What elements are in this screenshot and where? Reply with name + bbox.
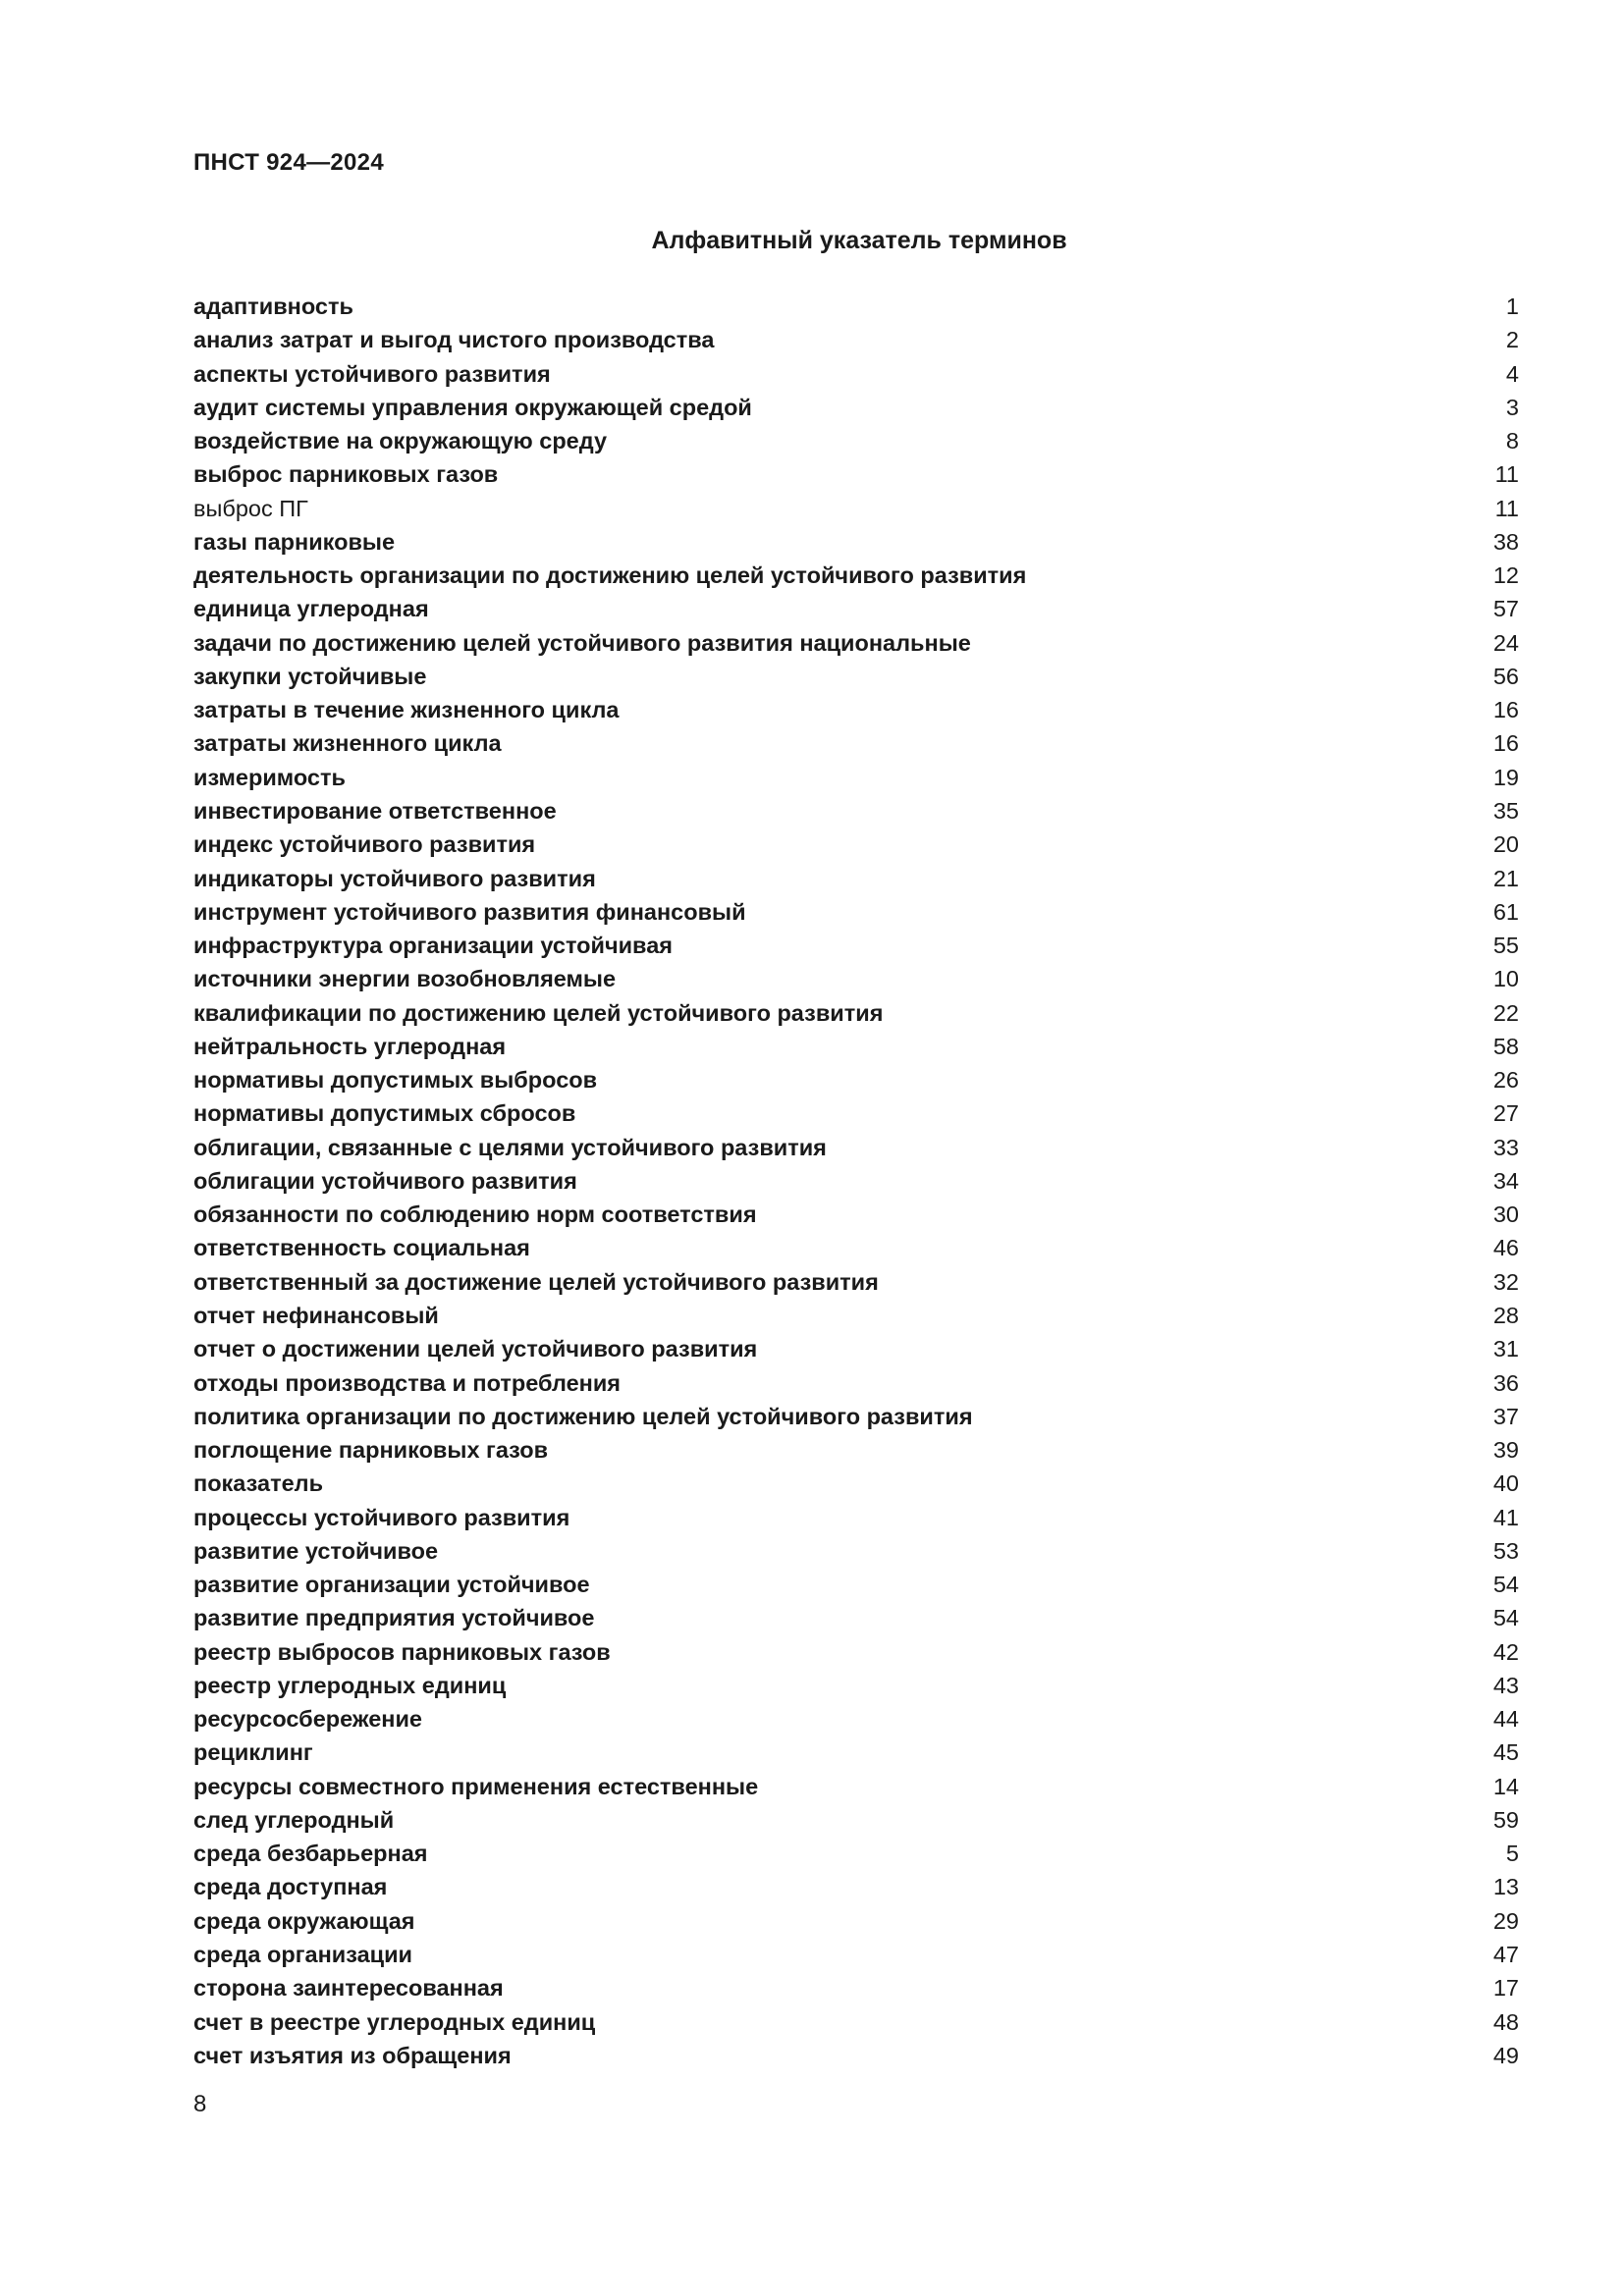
index-term: газы парниковые xyxy=(193,528,396,555)
index-entry xyxy=(193,761,1519,794)
index-term: адаптивность xyxy=(193,294,353,319)
index-entry xyxy=(193,1433,1519,1467)
index-entry xyxy=(193,1938,1519,1971)
index-term-number: 4 xyxy=(1505,360,1519,387)
index-term: измеримость xyxy=(193,764,346,790)
index-entry xyxy=(193,626,1519,660)
index-entry xyxy=(193,323,1519,356)
index-term: выброс ПГ xyxy=(193,495,308,521)
index-entry xyxy=(193,1164,1519,1198)
index-term: затраты жизненного цикла xyxy=(193,730,502,757)
index-entry xyxy=(193,1063,1519,1096)
index-term-number: 2 xyxy=(1505,327,1519,353)
index-term: счет в реестре углеродных единиц xyxy=(193,2008,596,2035)
index-term-number: 20 xyxy=(1492,831,1519,858)
index-entry xyxy=(193,492,1519,525)
index-term: ресурсы совместного применения естественные xyxy=(193,1773,759,1799)
index-entry xyxy=(193,2005,1519,2039)
index-term-number: 34 xyxy=(1492,1167,1519,1194)
index-term: сторона заинтересованная xyxy=(193,1975,504,2002)
index-term: развитие предприятия устойчивое xyxy=(193,1605,595,1631)
index-term: среда безбарьерная xyxy=(193,1841,428,1867)
index-term-number: 11 xyxy=(1494,495,1519,521)
index-term: процессы устойчивого развития xyxy=(193,1504,570,1530)
index-entry xyxy=(193,895,1519,929)
index-term-number: 10 xyxy=(1492,966,1519,992)
term-index-list xyxy=(193,290,1519,2072)
index-entry xyxy=(193,1870,1519,1903)
index-term: отчет нефинансовый xyxy=(193,1302,439,1328)
index-entry xyxy=(193,1366,1519,1400)
index-term-number: 32 xyxy=(1492,1268,1519,1295)
index-entry xyxy=(193,1030,1519,1063)
index-term-number: 49 xyxy=(1492,2042,1519,2068)
index-term: политика организации по достижению целей устойчивого развития xyxy=(193,1403,973,1429)
index-term: анализ затрат и выгод чистого производства xyxy=(193,327,715,353)
index-term-number: 5 xyxy=(1505,1841,1519,1867)
index-term-number: 33 xyxy=(1492,1134,1519,1160)
index-term: поглощение парниковых газов xyxy=(193,1437,549,1464)
index-term-number: 11 xyxy=(1494,461,1519,488)
index-entry xyxy=(193,2039,1519,2072)
index-entry xyxy=(193,357,1519,391)
index-entry xyxy=(193,559,1519,592)
index-term-number: 58 xyxy=(1492,1033,1519,1059)
index-entry xyxy=(193,1971,1519,2004)
index-term: развитие устойчивое xyxy=(193,1537,439,1564)
index-term-number: 13 xyxy=(1492,1874,1519,1900)
index-term: ответственность социальная xyxy=(193,1235,530,1261)
index-entry xyxy=(193,1198,1519,1231)
index-entry xyxy=(193,1635,1519,1669)
index-term: отчет о достижении целей устойчивого развития xyxy=(193,1336,758,1362)
index-entry xyxy=(193,996,1519,1030)
index-term-number: 17 xyxy=(1492,1975,1519,2002)
index-term-number: 1 xyxy=(1505,294,1519,319)
index-term: среда организации xyxy=(193,1942,412,1968)
index-title: Алфавитный указатель терминов xyxy=(651,227,1067,254)
index-entry xyxy=(193,1501,1519,1534)
index-term: рециклинг xyxy=(193,1739,313,1766)
index-entry xyxy=(193,1332,1519,1365)
index-term: индекс устойчивого развития xyxy=(193,831,536,858)
index-term-number: 35 xyxy=(1492,797,1519,824)
document-id: ПНСТ 924—2024 xyxy=(193,149,384,176)
index-term: затраты в течение жизненного цикла xyxy=(193,697,620,723)
page-number: 8 xyxy=(193,2091,207,2117)
index-entry xyxy=(193,1904,1519,1938)
index-entry xyxy=(193,1702,1519,1735)
index-term-number: 41 xyxy=(1492,1504,1519,1530)
index-entry xyxy=(193,828,1519,861)
index-term: инвестирование ответственное xyxy=(193,797,557,824)
index-term: нормативы допустимых сбросов xyxy=(193,1100,576,1127)
index-entry xyxy=(193,525,1519,559)
index-entry xyxy=(193,1534,1519,1568)
index-term: нейтральность углеродная xyxy=(193,1033,507,1059)
index-entry xyxy=(193,1803,1519,1837)
index-term: инфраструктура организации устойчивая xyxy=(193,933,673,959)
index-term-number: 30 xyxy=(1492,1201,1519,1228)
index-term-number: 59 xyxy=(1492,1806,1519,1833)
index-term-number: 48 xyxy=(1492,2008,1519,2035)
index-entry xyxy=(193,1837,1519,1870)
index-entry xyxy=(193,1770,1519,1803)
index-term-number: 47 xyxy=(1492,1942,1519,1968)
index-entry xyxy=(193,1231,1519,1264)
index-term: след углеродный xyxy=(193,1806,395,1833)
index-term: ресурсосбережение xyxy=(193,1706,423,1733)
index-term: ответственный за достижение целей устойчивого развития xyxy=(193,1268,879,1295)
index-term-number: 3 xyxy=(1505,394,1519,420)
index-term: показатель xyxy=(193,1470,324,1497)
index-term-number: 61 xyxy=(1492,898,1519,925)
index-entry xyxy=(193,290,1519,323)
index-term-number: 55 xyxy=(1492,933,1519,959)
index-term-number: 54 xyxy=(1492,1572,1519,1598)
index-term-number: 45 xyxy=(1492,1739,1519,1766)
index-term-number: 40 xyxy=(1492,1470,1519,1497)
index-term-number: 36 xyxy=(1492,1369,1519,1396)
index-entry xyxy=(193,1669,1519,1702)
index-entry xyxy=(193,1096,1519,1130)
index-term: аудит системы управления окружающей средой xyxy=(193,394,752,420)
index-entry xyxy=(193,391,1519,424)
index-entry xyxy=(193,457,1519,491)
index-term: счет изъятия из обращения xyxy=(193,2042,512,2068)
index-term-number: 8 xyxy=(1505,428,1519,454)
index-entry xyxy=(193,693,1519,726)
index-term-number: 12 xyxy=(1492,562,1519,589)
index-term: реестр выбросов парниковых газов xyxy=(193,1638,611,1665)
index-term: развитие организации устойчивое xyxy=(193,1572,590,1598)
index-term: реестр углеродных единиц xyxy=(193,1672,507,1698)
index-entry xyxy=(193,794,1519,828)
index-entry xyxy=(193,862,1519,895)
index-term-number: 43 xyxy=(1492,1672,1519,1698)
index-term-number: 37 xyxy=(1492,1403,1519,1429)
index-term-number: 29 xyxy=(1492,1907,1519,1934)
index-term-number: 19 xyxy=(1492,764,1519,790)
index-term: нормативы допустимых выбросов xyxy=(193,1067,598,1094)
index-entry xyxy=(193,1601,1519,1634)
index-term-number: 38 xyxy=(1492,528,1519,555)
index-term: квалификации по достижению целей устойчивого развития xyxy=(193,999,884,1026)
index-term-number: 54 xyxy=(1492,1605,1519,1631)
index-term-number: 16 xyxy=(1492,730,1519,757)
index-term: обязанности по соблюдению норм соответствия xyxy=(193,1201,757,1228)
index-entry xyxy=(193,962,1519,995)
index-term: задачи по достижению целей устойчивого развития национальные xyxy=(193,629,971,656)
index-term: отходы производства и потребления xyxy=(193,1369,621,1396)
index-term: среда доступная xyxy=(193,1874,388,1900)
index-term: выброс парниковых газов xyxy=(193,461,499,488)
index-term-number: 26 xyxy=(1492,1067,1519,1094)
index-entry xyxy=(193,1400,1519,1433)
index-term-number: 21 xyxy=(1492,865,1519,891)
index-term: облигации устойчивого развития xyxy=(193,1167,577,1194)
index-entry xyxy=(193,1735,1519,1769)
index-entry xyxy=(193,1568,1519,1601)
index-entry xyxy=(193,1467,1519,1500)
index-term-number: 44 xyxy=(1492,1706,1519,1733)
index-term-number: 31 xyxy=(1492,1336,1519,1362)
index-entry xyxy=(193,1265,1519,1299)
index-entry xyxy=(193,929,1519,962)
index-term-number: 14 xyxy=(1492,1773,1519,1799)
index-term: среда окружающая xyxy=(193,1907,415,1934)
index-term-number: 46 xyxy=(1492,1235,1519,1261)
index-entry xyxy=(193,424,1519,457)
index-term-number: 56 xyxy=(1492,663,1519,689)
index-term: источники энергии возобновляемые xyxy=(193,966,617,992)
index-term: воздействие на окружающую среду xyxy=(193,428,608,454)
index-term-number: 22 xyxy=(1492,999,1519,1026)
index-term-number: 27 xyxy=(1492,1100,1519,1127)
index-term-number: 28 xyxy=(1492,1302,1519,1328)
index-term-number: 53 xyxy=(1492,1537,1519,1564)
index-term: индикаторы устойчивого развития xyxy=(193,865,596,891)
index-term: деятельность организации по достижению целей устойчивого развития xyxy=(193,562,1027,589)
index-entry xyxy=(193,592,1519,625)
index-term: инструмент устойчивого развития финансовый xyxy=(193,898,746,925)
index-term-number: 39 xyxy=(1492,1437,1519,1464)
index-entry xyxy=(193,726,1519,760)
index-term: единица углеродная xyxy=(193,596,429,622)
index-term-number: 57 xyxy=(1492,596,1519,622)
index-entry xyxy=(193,1299,1519,1332)
index-term: закупки устойчивые xyxy=(193,663,427,689)
index-term-number: 16 xyxy=(1492,697,1519,723)
index-term-number: 24 xyxy=(1492,629,1519,656)
index-term: облигации, связанные с целями устойчивого развития xyxy=(193,1134,827,1160)
index-entry xyxy=(193,1131,1519,1164)
index-entry xyxy=(193,660,1519,693)
index-term-number: 42 xyxy=(1492,1638,1519,1665)
index-term: аспекты устойчивого развития xyxy=(193,360,551,387)
